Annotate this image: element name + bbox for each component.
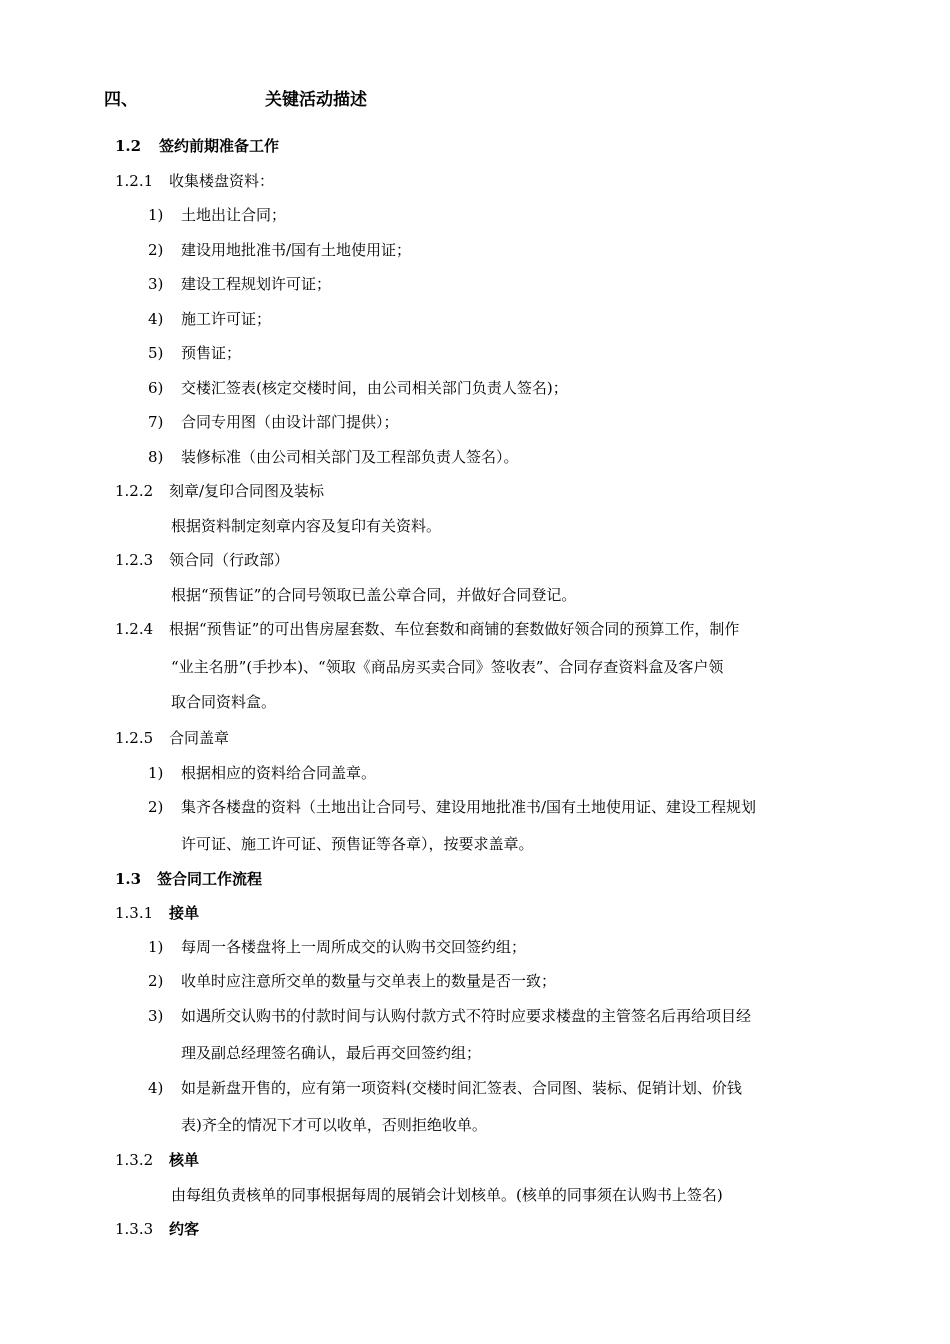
chapter-title: 关键活动描述: [265, 90, 367, 110]
paragraph-line: 根据“预售证”的可出售房屋套数、车位套数和商铺的套数做好领合同的预算工作，制作: [169, 620, 740, 638]
list-item: [148, 378, 568, 398]
item-text: 收单时应注意所交单的数量与交单表上的数量是否一致；: [181, 972, 557, 990]
item-text: 每周一各楼盘将上一周所成交的认购书交回签约组；: [181, 938, 527, 956]
list-item-continuation: 表)齐全的情况下才可以收单，否则拒绝收单。: [181, 1116, 487, 1134]
item-number: 2): [148, 241, 164, 259]
paragraph-line: “业主名册”(手抄本)、“领取《商品房买卖合同》签收表”、合同存查资料盒及客户领: [171, 658, 724, 676]
subsection-title: 约客: [169, 1220, 200, 1238]
subsection-heading-1-3-1: [115, 903, 199, 923]
item-text: 装修标准（由公司相关部门及工程部负责人签名）。: [181, 448, 519, 466]
chapter-number: 四、: [104, 90, 138, 110]
item-number: 7): [148, 413, 164, 431]
item-number: 4): [148, 310, 164, 328]
list-item: [148, 240, 411, 260]
item-number: 3): [148, 1007, 164, 1025]
list-item: [148, 343, 241, 363]
item-text: 如遇所交认购书的付款时间与认购付款方式不符时应要求楼盘的主管签名后再给项目经: [181, 1007, 752, 1025]
subsection-heading-1-3-3: [115, 1219, 199, 1239]
item-number: 2): [148, 798, 164, 816]
item-text: 根据相应的资料给合同盖章。: [181, 764, 377, 782]
item-number: 2): [148, 972, 164, 990]
subsection-number: 1.2.1: [115, 172, 154, 190]
list-item: [148, 1006, 751, 1026]
item-number: 1): [148, 206, 164, 224]
section-number: 1.2: [115, 137, 142, 155]
section-title: 签约前期准备工作: [159, 137, 280, 155]
item-text: 合同专用图（由设计部门提供）；: [181, 413, 399, 431]
subsection-heading-1-2-1: [115, 171, 274, 191]
paragraph: 根据“预售证”的合同号领取已盖公章合同，并做好合同登记。: [171, 586, 577, 604]
subsection-title: 核单: [169, 1151, 200, 1169]
item-text: 施工许可证；: [181, 310, 272, 328]
item-text: 建设用地批准书/国有土地使用证；: [181, 241, 412, 259]
paragraph-line: 取合同资料盒。: [171, 693, 277, 711]
item-text: 建设工程规划许可证；: [181, 275, 332, 293]
item-number: 4): [148, 1079, 164, 1097]
subsection-number: 1.3.1: [115, 904, 154, 922]
list-item: [148, 1078, 742, 1098]
subsection-number: 1.2.3: [115, 551, 154, 569]
subsection-title: 刻章/复印合同图及装标: [169, 482, 325, 500]
item-text: 集齐各楼盘的资料（土地出让合同号、建设用地批准书/国有土地使用证、建设工程规划: [181, 798, 757, 816]
section-heading-1-3: [115, 869, 262, 889]
list-item: [148, 797, 756, 817]
subsection-number: 1.2.5: [115, 729, 154, 747]
item-number: 5): [148, 344, 164, 362]
list-item: [148, 309, 271, 329]
subsection-heading-1-2-4: [115, 619, 739, 639]
item-number: 1): [148, 764, 164, 782]
subsection-title: 收集楼盘资料：: [169, 172, 275, 190]
subsection-title: 合同盖章: [169, 729, 230, 747]
subsection-title: 领合同（行政部）: [169, 551, 290, 569]
subsection-heading-1-2-2: [115, 481, 324, 501]
paragraph: 由每组负责核单的同事根据每周的展销会计划核单。(核单的同事须在认购书上签名): [171, 1186, 723, 1204]
paragraph: 根据资料制定刻章内容及复印有关资料。: [171, 517, 442, 535]
item-text: 如是新盘开售的，应有第一项资料(交楼时间汇签表、合同图、装标、促销计划、价钱: [181, 1079, 742, 1097]
subsection-heading-1-2-5: [115, 728, 229, 748]
item-text: 预售证；: [181, 344, 242, 362]
subsection-number: 1.2.4: [115, 620, 154, 638]
chapter-heading: [104, 90, 138, 110]
subsection-heading-1-3-2: [115, 1150, 199, 1170]
section-heading-1-2: [115, 136, 279, 156]
list-item-continuation: 理及副总经理签名确认，最后再交回签约组；: [181, 1044, 482, 1062]
subsection-number: 1.3.3: [115, 1220, 154, 1238]
item-number: 6): [148, 379, 164, 397]
list-item: [148, 937, 526, 957]
subsection-title: 接单: [169, 904, 200, 922]
subsection-number: 1.2.2: [115, 482, 154, 500]
list-item: [148, 412, 399, 432]
list-item: [148, 447, 519, 467]
list-item: [148, 971, 556, 991]
subsection-heading-1-2-3: [115, 550, 289, 570]
list-item: [148, 274, 331, 294]
list-item: [148, 205, 286, 225]
list-item: [148, 763, 376, 783]
section-title: 签合同工作流程: [157, 870, 263, 888]
item-number: 1): [148, 938, 164, 956]
section-number: 1.3: [115, 870, 142, 888]
item-number: 3): [148, 275, 164, 293]
subsection-number: 1.3.2: [115, 1151, 154, 1169]
item-text: 土地出让合同；: [181, 206, 287, 224]
item-number: 8): [148, 448, 164, 466]
list-item-continuation: 许可证、施工许可证、预售证等各章），按要求盖章。: [181, 835, 534, 853]
item-text: 交楼汇签表(核定交楼时间，由公司相关部门负责人签名)；: [181, 379, 568, 397]
